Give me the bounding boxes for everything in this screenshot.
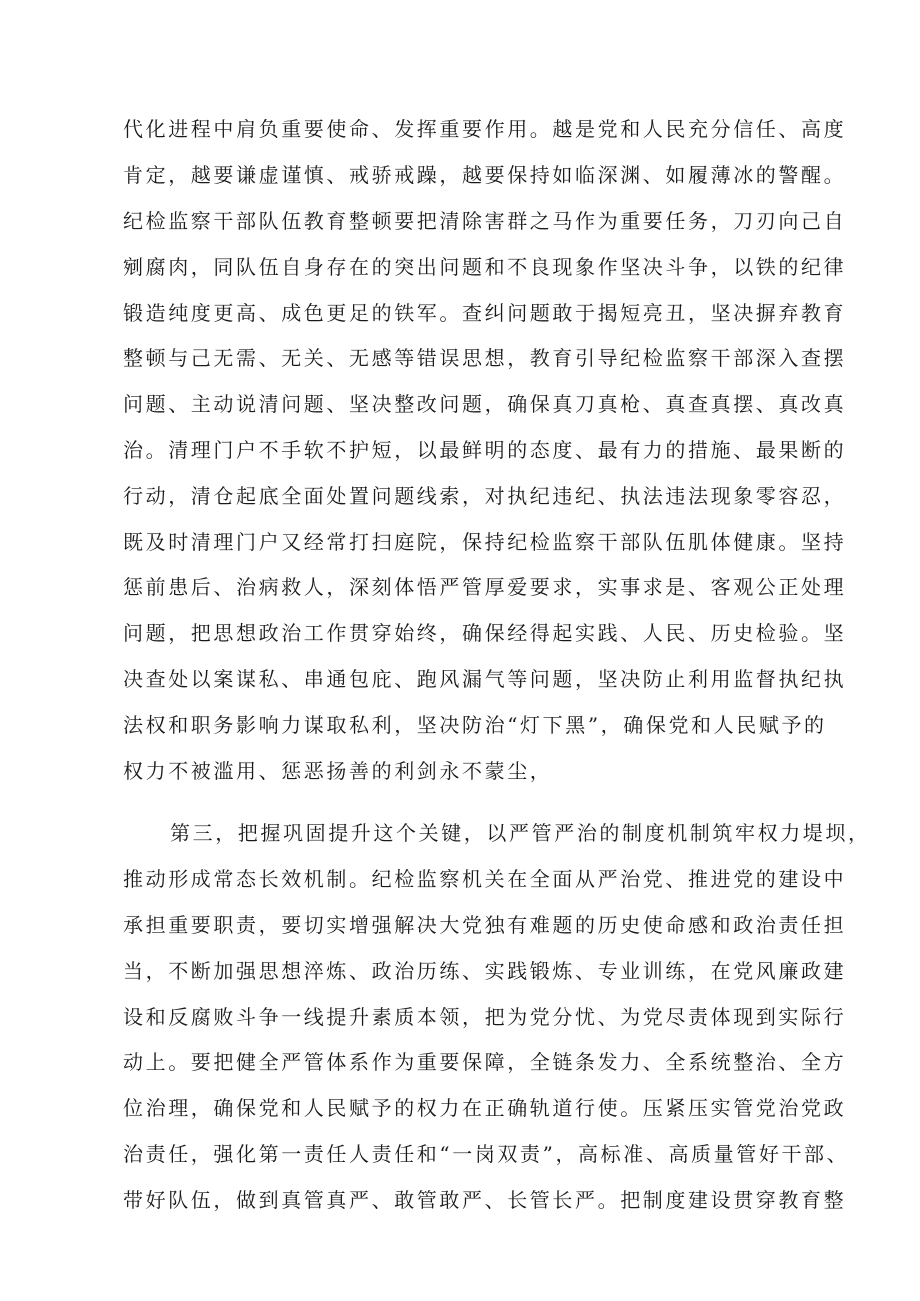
text-line-content: 决查处以案谋私、串通包庇、跑风漏气等问题，坚决防止利用监督执纪执 bbox=[123, 667, 847, 691]
text-line-content: 治责任，强化第一责任人责任和“一岗双责”，高标准、高质量管好干部、 bbox=[123, 1142, 850, 1166]
text-line-content: 动上。要把健全严管体系作为重要保障，全链条发力、全系统整治、全方 bbox=[123, 1050, 847, 1074]
text-line-content: 设和反腐败斗争一线提升素质本领，把为党分忧、为党尽责体现到实际行 bbox=[123, 1005, 847, 1029]
text-line-content: 当，不断加强思想淬炼、政治历练、实践锻炼、专业训练，在党风廉政建 bbox=[123, 959, 847, 983]
text-line-content: 代化进程中肩负重要使命、发挥重要作用。越是党和人民充分信任、高度 bbox=[123, 117, 847, 141]
text-line-content: 整顿与己无需、无关、无感等错误思想，教育引导纪检监察干部深入查摆 bbox=[123, 346, 847, 370]
text-line-content: 位治理，确保党和人民赋予的权力在正确轨道行使。压紧压实管党治党政 bbox=[123, 1096, 847, 1120]
text-line-content: 既及时清理门户又经常打扫庭院，保持纪检监察干部队伍肌体健康。坚持 bbox=[123, 530, 847, 554]
text-line-content: 剜腐肉，同队伍自身存在的突出问题和不良现象作坚决斗争，以铁的纪律 bbox=[123, 255, 847, 279]
text-line-content: 纪检监察干部队伍教育整顿要把清除害群之马作为重要任务，刀刃向己自 bbox=[123, 209, 847, 233]
text-line-content: 法权和职务影响力谋取私利，坚决防治“灯下黑”，确保党和人民赋予的 bbox=[123, 713, 827, 737]
text-line-content: 肯定，越要谦虚谨慎、戒骄戒躁，越要保持如临深渊、如履薄冰的警醒。 bbox=[123, 163, 847, 187]
text-line-content: 问题、主动说清问题、坚决整改问题，确保真刀真枪、真查真摆、真改真 bbox=[123, 392, 847, 416]
text-line-content: 行动，清仓起底全面处置问题线索，对执纪违纪、执法违法现象零容忍， bbox=[123, 484, 847, 508]
text-line-content: 权力不被滥用、惩恶扬善的利剑永不蒙尘， bbox=[123, 759, 553, 783]
text-line-content: 承担重要职责，要切实增强解决大党独有难题的历史使命感和政治责任担 bbox=[123, 913, 847, 937]
text-line-content: 带好队伍，做到真管真严、敢管敢严、长管长严。把制度建设贯穿教育整 bbox=[123, 1188, 847, 1212]
text-line-content: 推动形成常态长效机制。纪检监察机关在全面从严治党、推进党的建设中 bbox=[123, 867, 847, 891]
text-line-content: 惩前患后、治病救人，深刻体悟严管厚爱要求，实事求是、客观公正处理 bbox=[123, 575, 847, 599]
text-line-content: 第三，把握巩固提升这个关键，以严管严治的制度机制筑牢权力堤坝， bbox=[170, 821, 871, 845]
text-line-content: 问题，把思想政治工作贯穿始终，确保经得起实践、人民、历史检验。坚 bbox=[123, 621, 847, 645]
text-line-content: 治。清理门户不手软不护短，以最鲜明的态度、最有力的措施、最果断的 bbox=[123, 438, 847, 462]
text-line-content: 锻造纯度更高、成色更足的铁军。查纠问题敢于揭短亮丑，坚决摒弃教育 bbox=[123, 301, 847, 325]
